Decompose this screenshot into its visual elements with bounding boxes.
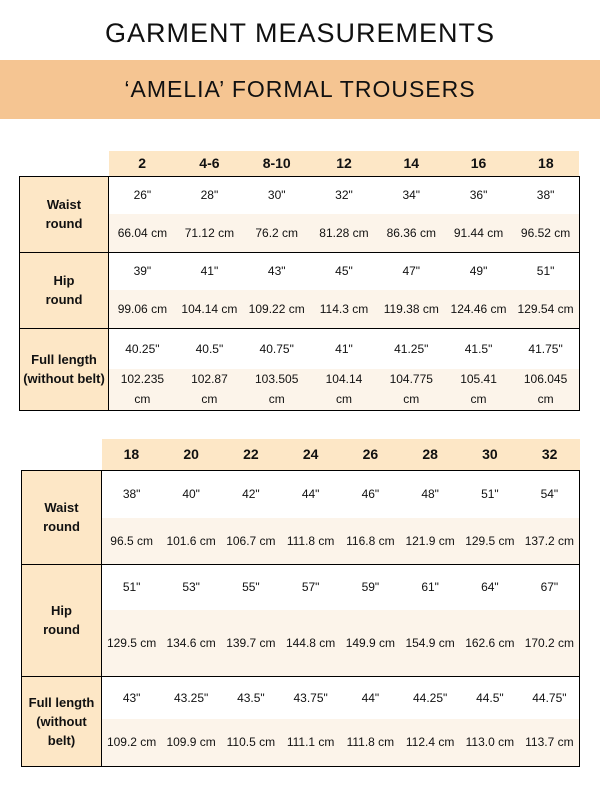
inch-value: 54" <box>520 470 580 518</box>
table-row <box>20 176 580 214</box>
size-header: 20 <box>161 439 221 470</box>
inch-value: 28" <box>176 176 243 214</box>
inch-value: 61" <box>400 564 460 610</box>
inch-value: 42" <box>221 470 281 518</box>
size-header: 14 <box>378 151 445 176</box>
inch-value: 44.75" <box>520 676 580 719</box>
table-row <box>22 518 580 564</box>
inch-value: 51" <box>102 564 162 610</box>
inch-value: 34" <box>378 176 445 214</box>
inch-value: 49" <box>445 252 512 290</box>
cm-value: 66.04 cm <box>109 214 176 252</box>
cm-value: 154.9 cm <box>400 610 460 676</box>
size-header: 2 <box>109 151 176 176</box>
size-header: 32 <box>520 439 580 470</box>
table-row <box>22 610 580 676</box>
inch-value: 36" <box>445 176 512 214</box>
size-header: 22 <box>221 439 281 470</box>
inch-value: 55" <box>221 564 281 610</box>
cm-value: 81.28 cm <box>310 214 377 252</box>
cm-value: 109.22 cm <box>243 290 310 328</box>
size-header: 24 <box>281 439 341 470</box>
header-corner <box>22 439 102 470</box>
inch-value: 41.75" <box>512 328 579 369</box>
inch-value: 40.75" <box>243 328 310 369</box>
inch-value: 40" <box>161 470 221 518</box>
size-header: 18 <box>512 151 579 176</box>
cm-value: 99.06 cm <box>109 290 176 328</box>
cm-value: 139.7 cm <box>221 610 281 676</box>
size-header: 18 <box>102 439 162 470</box>
cm-value: 110.5 cm <box>221 719 281 766</box>
cm-value: 111.1 cm <box>281 719 341 766</box>
cm-value: 102.235 cm <box>109 369 176 410</box>
size-header: 28 <box>400 439 460 470</box>
cm-value: 86.36 cm <box>378 214 445 252</box>
cm-value: 102.87 cm <box>176 369 243 410</box>
header-corner <box>20 151 109 176</box>
table-row <box>20 328 580 369</box>
cm-value: 119.38 cm <box>378 290 445 328</box>
cm-value: 113.0 cm <box>460 719 520 766</box>
size-chart-table-1 <box>19 151 580 411</box>
measurement-label: Hip round <box>22 564 102 676</box>
table-row <box>22 564 580 610</box>
product-banner: ‘AMELIA’ FORMAL TROUSERS <box>0 60 600 119</box>
inch-value: 43" <box>243 252 310 290</box>
inch-value: 44.25" <box>400 676 460 719</box>
inch-value: 38" <box>102 470 162 518</box>
cm-value: 106.7 cm <box>221 518 281 564</box>
cm-value: 103.505 cm <box>243 369 310 410</box>
measurement-label: Full length (without belt) <box>22 676 102 766</box>
measurement-label: Waist round <box>20 176 109 252</box>
inch-value: 51" <box>460 470 520 518</box>
size-header: 12 <box>310 151 377 176</box>
size-header: 26 <box>341 439 401 470</box>
inch-value: 38" <box>512 176 579 214</box>
cm-value: 106.045 cm <box>512 369 579 410</box>
inch-value: 43.5" <box>221 676 281 719</box>
inch-value: 41.5" <box>445 328 512 369</box>
cm-value: 91.44 cm <box>445 214 512 252</box>
inch-value: 67" <box>520 564 580 610</box>
inch-value: 26" <box>109 176 176 214</box>
table-row <box>22 719 580 766</box>
cm-value: 114.3 cm <box>310 290 377 328</box>
size-header: 8-10 <box>243 151 310 176</box>
cm-value: 105.41 cm <box>445 369 512 410</box>
inch-value: 44" <box>281 470 341 518</box>
measurement-label: Full length (without belt) <box>20 328 109 410</box>
cm-value: 116.8 cm <box>341 518 401 564</box>
cm-value: 96.52 cm <box>512 214 579 252</box>
inch-value: 57" <box>281 564 341 610</box>
inch-value: 43.25" <box>161 676 221 719</box>
inch-value: 41" <box>310 328 377 369</box>
inch-value: 48" <box>400 470 460 518</box>
inch-value: 53" <box>161 564 221 610</box>
cm-value: 109.2 cm <box>102 719 162 766</box>
cm-value: 129.5 cm <box>460 518 520 564</box>
cm-value: 134.6 cm <box>161 610 221 676</box>
table-row <box>20 252 580 290</box>
size-header: 16 <box>445 151 512 176</box>
inch-value: 44" <box>341 676 401 719</box>
cm-value: 76.2 cm <box>243 214 310 252</box>
cm-value: 121.9 cm <box>400 518 460 564</box>
inch-value: 51" <box>512 252 579 290</box>
cm-value: 144.8 cm <box>281 610 341 676</box>
size-header: 4-6 <box>176 151 243 176</box>
inch-value: 45" <box>310 252 377 290</box>
size-chart-table-2 <box>21 439 580 767</box>
inch-value: 64" <box>460 564 520 610</box>
cm-value: 170.2 cm <box>520 610 580 676</box>
cm-value: 162.6 cm <box>460 610 520 676</box>
size-header: 30 <box>460 439 520 470</box>
inch-value: 40.5" <box>176 328 243 369</box>
cm-value: 113.7 cm <box>520 719 580 766</box>
cm-value: 111.8 cm <box>341 719 401 766</box>
inch-value: 39" <box>109 252 176 290</box>
inch-value: 41" <box>176 252 243 290</box>
cm-value: 137.2 cm <box>520 518 580 564</box>
inch-value: 43" <box>102 676 162 719</box>
cm-value: 104.14 cm <box>310 369 377 410</box>
cm-value: 129.54 cm <box>512 290 579 328</box>
inch-value: 46" <box>341 470 401 518</box>
inch-value: 32" <box>310 176 377 214</box>
page-title: GARMENT MEASUREMENTS <box>104 18 496 48</box>
inch-value: 41.25" <box>378 328 445 369</box>
table-row <box>22 470 580 518</box>
cm-value: 124.46 cm <box>445 290 512 328</box>
cm-value: 109.9 cm <box>161 719 221 766</box>
measurement-label: Waist round <box>22 470 102 564</box>
inch-value: 59" <box>341 564 401 610</box>
cm-value: 96.5 cm <box>102 518 162 564</box>
cm-value: 104.775 cm <box>378 369 445 410</box>
cm-value: 112.4 cm <box>400 719 460 766</box>
inch-value: 43.75" <box>281 676 341 719</box>
measurement-label: Hip round <box>20 252 109 328</box>
cm-value: 101.6 cm <box>161 518 221 564</box>
cm-value: 111.8 cm <box>281 518 341 564</box>
cm-value: 149.9 cm <box>341 610 401 676</box>
inch-value: 47" <box>378 252 445 290</box>
cm-value: 104.14 cm <box>176 290 243 328</box>
table-row <box>22 676 580 719</box>
cm-value: 129.5 cm <box>102 610 162 676</box>
inch-value: 30" <box>243 176 310 214</box>
inch-value: 40.25" <box>109 328 176 369</box>
cm-value: 71.12 cm <box>176 214 243 252</box>
inch-value: 44.5" <box>460 676 520 719</box>
